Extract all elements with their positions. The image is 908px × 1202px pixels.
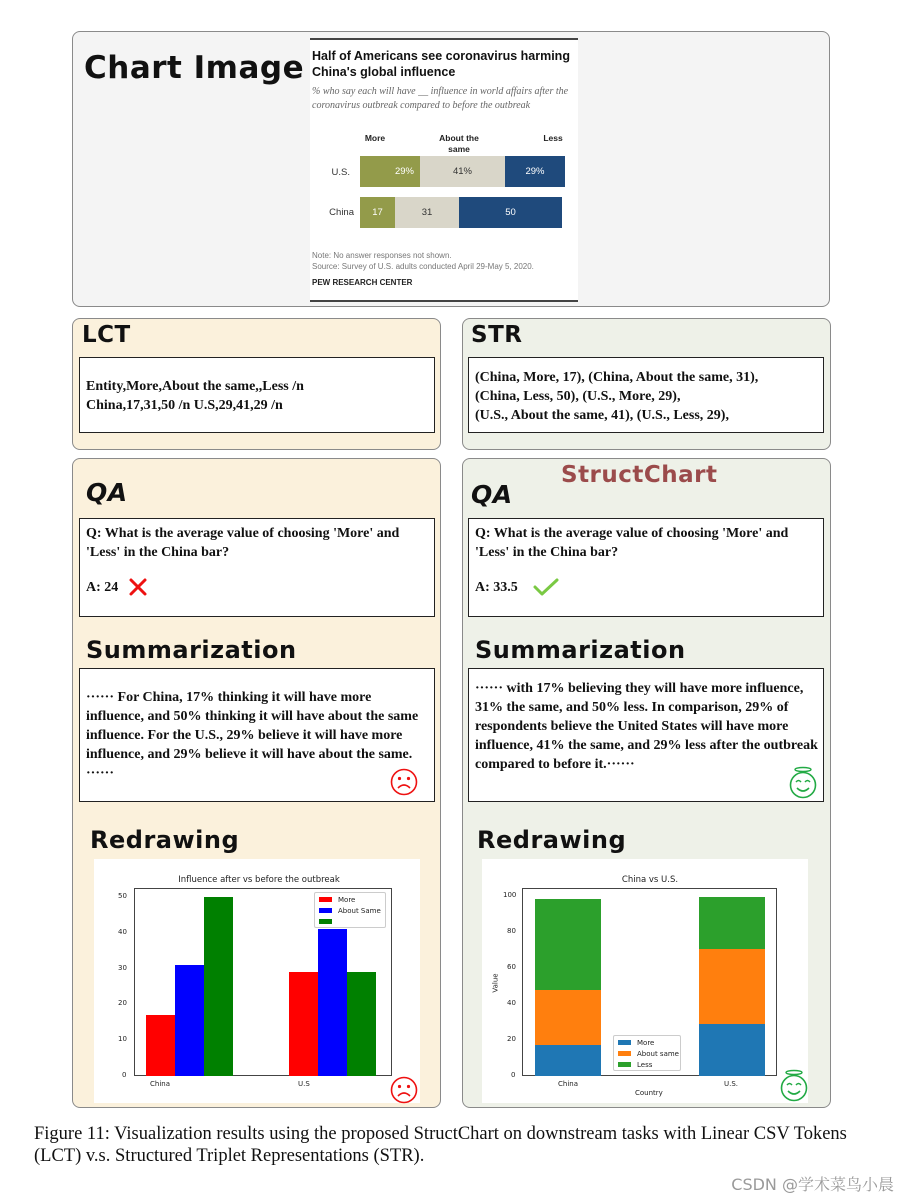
pew-brand: PEW RESEARCH CENTER — [312, 278, 413, 287]
xtick-us: U.S. — [724, 1080, 739, 1088]
bar-segment-less: 50 — [459, 197, 562, 228]
pew-chart — [310, 38, 578, 302]
lct-text-box — [79, 357, 435, 433]
str-text-box — [468, 357, 824, 433]
ytick: 60 — [507, 963, 516, 971]
str-qa-answer: A: 33.5 — [475, 579, 518, 595]
legend-swatch — [618, 1040, 631, 1045]
legend-label: More — [338, 895, 356, 904]
bottom-rule — [310, 300, 578, 302]
ytick: 20 — [507, 1035, 516, 1043]
legend-swatch — [319, 919, 332, 924]
ytick: 100 — [503, 891, 517, 899]
pew-source: Source: Survey of U.S. adults conducted April 29-May 5, 2020. — [312, 262, 534, 271]
lct-heading: LCT — [82, 322, 131, 348]
ytick: 20 — [118, 999, 127, 1007]
lct-redraw-title: Influence after vs before the outbreak — [178, 875, 340, 885]
lct-qa-box — [79, 518, 435, 617]
str-summarization-heading: Summarization — [475, 636, 686, 664]
row-label-china: China — [329, 207, 354, 218]
str-redrawing-heading: Redrawing — [477, 826, 627, 854]
lct-summarization-text: ······ For China, 17% thinking it will have more influence, and 50% thinking it will have about the same influence. For the U.S., 29% believe it will have more influence, and 29% believe it will have about the same. ······ — [86, 690, 419, 781]
legend-swatch — [618, 1051, 631, 1056]
happy-face-icon — [788, 766, 818, 800]
bar-us-third — [347, 972, 376, 1076]
bar-china-more — [146, 1015, 175, 1076]
legend-item — [315, 894, 385, 905]
lct-redraw-chart — [94, 859, 420, 1103]
happy-face-icon — [779, 1069, 809, 1103]
sad-face-icon — [389, 767, 419, 797]
legend-label: About Same — [338, 906, 381, 915]
legend-item — [315, 916, 385, 927]
lct-summarization-heading: Summarization — [86, 636, 297, 664]
xtick-us: U.S — [298, 1080, 310, 1088]
ytick: 40 — [118, 928, 127, 936]
lct-redrawing-heading: Redrawing — [90, 826, 240, 854]
legend-item — [614, 1037, 680, 1048]
xtick-china: China — [558, 1080, 578, 1088]
lct-qa-answer-row — [86, 577, 428, 597]
str-line-3: (U.S., About the same, 41), (U.S., Less, 29), — [475, 408, 729, 423]
pew-chart-title: Half of Americans see coronavirus harming China's global influence — [312, 49, 570, 79]
str-qa-heading: QA — [471, 480, 513, 509]
legend-swatch — [319, 908, 332, 913]
str-line-2: (China, Less, 50), (U.S., More, 29), — [475, 389, 681, 404]
col-header-less: Less — [543, 133, 563, 143]
ytick: 30 — [118, 964, 127, 972]
lct-line-1: Entity,More,About the same,,Less /n — [86, 379, 304, 394]
legend-label: Less — [637, 1060, 653, 1069]
col-header-same: About the same — [439, 133, 479, 154]
chart-image-heading: Chart Image — [84, 50, 305, 86]
pew-note: Note: No answer responses not shown. — [312, 251, 452, 260]
str-qa-box — [468, 518, 824, 617]
figure-caption: Figure 11: Visualization results using the proposed StructChart on downstream tasks with Linear CSV Tokens (LCT) v.s. Structured Triplet Representations (STR). — [34, 1124, 847, 1166]
legend-label: About same — [637, 1049, 679, 1058]
bar-china-more — [535, 1045, 601, 1076]
pew-chart-subtitle: % who say each will have __ influence in world affairs after the coronavirus outbreak compared to before the outbreak — [312, 86, 569, 111]
legend-item — [614, 1048, 680, 1059]
bar-segment-less: 29% — [505, 156, 565, 187]
ytick: 0 — [511, 1071, 516, 1079]
row-label-us: U.S. — [331, 167, 350, 178]
watermark: CSDN @学术菜鸟小晨 — [731, 1175, 894, 1194]
lct-redraw-legend — [314, 892, 386, 928]
legend-item — [315, 905, 385, 916]
legend-swatch — [618, 1062, 631, 1067]
bar-china-third — [204, 897, 233, 1076]
str-redraw-title: China vs U.S. — [621, 875, 679, 885]
bar-china-less — [535, 899, 601, 990]
bar-segment-same: 41% — [420, 156, 505, 187]
bar-us-less — [699, 897, 765, 949]
bar-segment-more: 17 — [360, 197, 395, 228]
cross-icon — [128, 577, 148, 597]
ytick: 40 — [507, 999, 516, 1007]
lct-qa-heading: QA — [86, 478, 128, 507]
str-summarization-text: ······ with 17% believing they will have more influence, 31% the same, and 50% less. In comparison, 29% of respondents believe the United States will have more influence, 41% the same, and 29% less after the outbreak compared to before it.······ — [475, 681, 818, 772]
ytick: 80 — [507, 927, 516, 935]
bar-segment-more: 29% — [360, 156, 420, 187]
ytick: 0 — [122, 1071, 127, 1079]
str-line-1: (China, More, 17), (China, About the same, 31), — [475, 370, 759, 385]
str-heading: STR — [471, 322, 523, 348]
bar-us-more — [289, 972, 318, 1076]
legend-label: More — [637, 1038, 655, 1047]
bar-china — [360, 197, 564, 228]
x-axis-label: Country — [635, 1089, 663, 1097]
bar-china-same — [175, 965, 204, 1076]
bar-us-more — [699, 1024, 765, 1076]
str-redraw-chart — [482, 859, 808, 1103]
xtick-china: China — [150, 1080, 170, 1088]
bar-china-same — [535, 990, 601, 1045]
str-qa-answer-row — [475, 577, 817, 597]
lct-qa-answer: A: 24 — [86, 579, 119, 595]
y-axis-label: Value — [491, 973, 500, 993]
bar-us — [360, 156, 566, 187]
str-redraw-legend — [613, 1035, 681, 1071]
ytick: 10 — [118, 1035, 127, 1043]
legend-swatch — [319, 897, 332, 902]
structchart-brand: StructChart — [561, 462, 718, 488]
col-header-more: More — [364, 133, 386, 143]
lct-qa-question: Q: What is the average value of choosing 'More' and 'Less' in the China bar? — [86, 526, 400, 560]
bar-segment-same: 31 — [395, 197, 459, 228]
str-qa-question: Q: What is the average value of choosing 'More' and 'Less' in the China bar? — [475, 526, 789, 560]
ytick: 50 — [118, 892, 127, 900]
legend-item — [614, 1059, 680, 1070]
sad-face-icon — [389, 1075, 419, 1105]
bar-us-same — [699, 949, 765, 1024]
bar-us-same — [318, 929, 347, 1076]
str-summarization-box — [468, 668, 824, 802]
lct-line-2: China,17,31,50 /n U.S,29,41,29 /n — [86, 398, 283, 413]
lct-summarization-box — [79, 668, 435, 802]
check-icon — [532, 577, 560, 597]
top-rule — [310, 38, 578, 40]
